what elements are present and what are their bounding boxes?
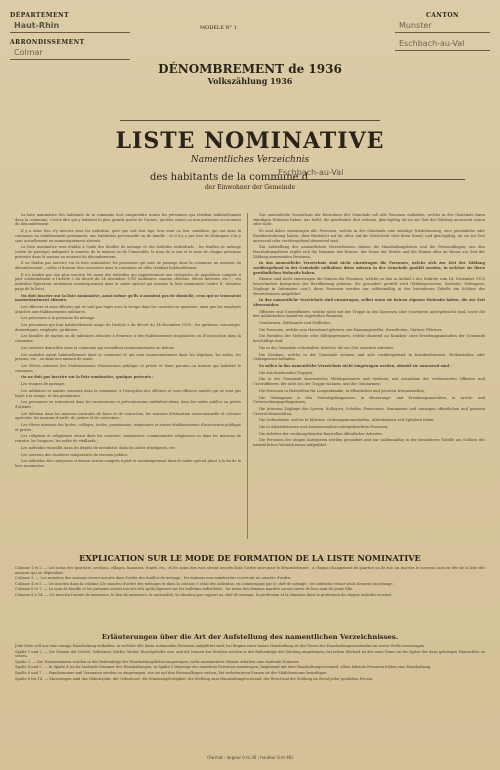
paragraph: Die in Arbeitshäusern und Armenanstalten untergebrachten Personen;	[259, 425, 389, 430]
paragraph: Die durchziehenden Truppen;	[259, 370, 314, 375]
paragraph: Die Kranken, welche in der Gemeinde wohnen und sich vorübergehend in Krankenhäusern, Heilanstalten oder Gefängnissen befinden.	[253, 352, 485, 362]
paragraph: Spalte 4 und 5. — In Spalte 4 ist die laufende Nummer der Haushaltungen, in Spalte 5 diejenige der einzelnen Personen einzutragen, beginnend mit dem Haushaltungsvorstand; allein lebende Personen bilden eine Haushaltung.	[15, 665, 432, 670]
format-note: (Format : largeur 0 m 30 ; hauteur 0 m 40)	[207, 755, 293, 760]
arrondissement-label: ARRONDISSEMENT	[10, 39, 85, 46]
paragraph: Die Gefangenen in den Zentralgefängnissen, in Besserungs- und Erziehungsanstalten, in Arrest- und Untersuchungsgefängnissen;	[253, 395, 485, 405]
paragraph: Spalte 3. — Die Hausnummern werden in der Reihenfolge der Haushaltungslisten eingetragen; nicht nummerierte Häuser erhalten eine laufende Nummer.	[15, 659, 300, 664]
paragraph: Die in der Gemeinde kasernierten Militärpersonen und Seeleute, mit Ausnahme der verheirateten Offiziere und Unteroffiziere, die nicht bei der Truppe wohnen, und der Gendarmen;	[253, 377, 485, 387]
paragraph: Les religieux et religieuses vivant dans les couvents, monastères, communautés religieuses ou dans les maisons de retraite, les hospices, les asiles de vieillards ;	[15, 434, 241, 444]
departement-label: DÉPARTEMENT	[10, 12, 70, 19]
paragraph: Gendarmen, Zollbeamte und Feldhüter;	[259, 321, 332, 326]
paragraph: Zur Aufstellung des namentlichen Verzeichnisses dienen die Haushaltungslisten und die Personalbogen; aus den Haushaltungslisten ergibt sich die Nummer des Hauses, der Name der Straße und die Namen aller im Hause zur Zeit der Zählung anwesenden Personen.	[253, 245, 485, 259]
paragraph: Es sind daher einzutragen alle Personen, welche in der Gemeinde eine ständige Niederlassung, eine persönliche oder Familienwohnung haben, ohne Rücksicht auf ihr Alter, auf ihr Geschlecht oder ihren Stand; und gleichgültig, ob sie zur Zeit anwesend oder vorübergehend abwesend sind.	[253, 229, 485, 243]
liste-nominative-heading: LISTE NOMINATIVE	[115, 128, 385, 154]
arrondissement-field[interactable]: Colmar	[10, 48, 130, 60]
paragraph: Die in der Gemeinde wohnhaften Arbeiter, die zur Zeit auswärts arbeiten;	[259, 345, 394, 350]
departement-field[interactable]: Haut-Rhin	[10, 21, 130, 33]
paragraph: Les ouvriers domiciliés dans la commune qui travaillent momentanément au dehors.	[21, 345, 176, 350]
paragraph: Die Personen, welche zum Hausstand gehören, wie Hausangestellte, Dienstboten, Gärtner, Pförtner;	[259, 327, 443, 332]
habitants-label: des habitants de la commune d	[150, 172, 309, 183]
paragraph: Die Ordensleute, welche in Klöstern, Ordensgemeinschaften, Altersheimen und Spitälern leben;	[259, 418, 435, 423]
erlauterungen-text	[15, 644, 485, 754]
paragraph: La liste nominative des habitants de la commune doit comprendre toutes les personnes qui résident habituellement dans la commune, c'est-à-dire qui y habitent la plus grande partie de l'année, qu'elles soient ou non présentes au moment du dénombrement.	[15, 213, 241, 227]
commune-top-field[interactable]: Eschbach-au-Val	[395, 39, 490, 51]
paragraph: Colonne 1 et 2. — Les noms des quartiers, sections, villages, hameaux, écarts, etc., et les noms des rues seront inscrits dans l'ordre suivi pour le dénombrement ; à chaque changement de quartier ou de rue, on inscrira le nouveau nom en tête de la liste des maisons qui en dépendent.	[15, 566, 485, 575]
paragraph: Les individus recueillis dans les dépôts de mendicité, dans les asiles d'indigents, etc.	[21, 445, 176, 450]
explication-text	[15, 566, 485, 630]
paragraph: Il ne faudra pas inscrire sur la liste nominative les personnes qui sont de passage dans la commune au moment du dénombrement ; celles-ci doivent être recensées dans la commune où elles résident habituellement.	[15, 261, 241, 271]
paragraph: Spalte 1 und 2. — Die Namen der Viertel, Sektionen, Dörfer, Weiler, Einzelgehöfte usw. und die Namen der Straßen werden in der Reihenfolge der Zählung eingetragen; bei jedem Wechsel ist der neue Name an die Spitze der dazu gehörigen Häuserliste zu setzen.	[15, 649, 485, 659]
paragraph: Les individus des catégories ci-dessus seront comptés à part et numériquement dans le cadre spécial placé à la fin de la liste nominative.	[15, 459, 241, 468]
paragraph: Les personnes en traitement dans les sanatoriums et préventoriums antituberculeux, dans les asiles publics ou privés d'aliénés ;	[15, 400, 241, 409]
paragraph: Les malades ayant habituellement dans la commune et qui sont momentanément dans les hôpitaux, les asiles, les prisons, etc., ou dans une maison de santé.	[15, 352, 241, 362]
commune-field[interactable]: Eschbach-au-Val	[270, 168, 465, 180]
explication-title: EXPLICATION SUR LE MODE DE FORMATION DE LA LISTE NOMINATIVE	[79, 553, 421, 563]
paragraph: Spalte 8 bis 14. — Einzutragen sind das Geburtsjahr, der Geburtsort, die Staatsangehörigkeit, die Stellung zum Haushaltungsvorstand, der Beruf und die Stellung im Beruf jeder gezählten Person.	[15, 676, 374, 681]
liste-nominative-german: Namentliches Verzeichnis	[190, 155, 310, 165]
paragraph: Il n'y faudra pas non plus inscrire les noms des individus qui appartiennent aux catégories de population comptée à part conformément à l'article 2 du décret du 14 décembre 1935 (militaires, marins, détenus, élèves internes, etc.) ; ces individus figureront seulement numériquement dans le cadre spécial qui termine la liste nominative (cadre II, dernière page de la liste).	[15, 272, 241, 291]
paragraph: Les ouvriers des chantiers temporaires de travaux publics.	[21, 452, 129, 457]
paragraph: Les élèves externes des établissements d'instruction publique et privée et leurs parents ou tuteurs qui habitent la commune.	[15, 363, 241, 373]
erlauterungen-title: Erläuterungen über die Art der Aufstellung des namentlichen Verzeichnisses.	[101, 633, 399, 641]
paragraph: Die Personen in Heilstätten für Lungenkranke, in öffentlichen und privaten Irrenanstalten;	[259, 388, 425, 393]
paragraph: Colonne 8 à 14. — On inscrira l'année de naissance, le lieu de naissance, la nationalité, la situation par rapport au chef de ménage, la profession et la situation dans la profession de chaque individu recensé.	[15, 592, 393, 597]
column-divider	[247, 213, 248, 539]
census-title-german: Volkszählung 1936	[207, 76, 293, 86]
paragraph: Die Arbeiter der vorübergehenden Baustellen öffentlicher Arbeiten.	[259, 431, 383, 436]
paragraph: Les personnes qui font habituellement usage de l'article 2 du décret du 14 décembre 1935 : les gardiens, concierges, domestiques, employés, jardiniers.	[15, 323, 241, 332]
paragraph: Offiziere und Unteroffiziere, welche nicht mit der Truppe in den Kasernen oder Quartieren untergebracht sind, sowie die den militärischen Anstalten zugeteilten Beamten;	[253, 309, 485, 319]
paragraph: La liste nominative sera établie à l'aide des feuilles de ménage et des bulletins individuels ; les feuilles de ménage (ordre de passage) indiquent le numéro de la maison ou de l'immeuble, le nom de la rue et le nom de chaque personne présente dans la maison au moment du dénombrement.	[15, 245, 241, 259]
paragraph: On ne doit pas inscrire sur la liste nominative, quoique présents :	[21, 375, 154, 380]
paragraph: Spalte 6 und 7. — Familienname und Vornamen werden so eingetragen, wie sie auf den Personalbogen stehen; bei verheirateten Frauen ist der Mädchenname beizufügen.	[15, 670, 328, 675]
paragraph: Die Personen der obigen Kategorien werden gesondert und nur zahlenmäßig in der besonderen Tabelle am Schluss des namentlichen Verzeichnisses aufgeführt.	[253, 438, 485, 448]
header-left	[10, 12, 130, 66]
paragraph: Les personnes à la personne du ménage.	[21, 316, 96, 321]
paragraph: Colonne 6 et 7. — Le nom de famille et les prénoms seront inscrits tels qu'ils figurent sur les bulletins individuels ; les noms des femmes mariées seront suivis de leur nom de jeune fille.	[15, 587, 354, 592]
canton-field[interactable]: Munster	[395, 21, 490, 33]
paragraph: Colonne 3. — Les numéros des maisons seront inscrits dans l'ordre des feuilles de ménage ; les maisons non numérotées recevront un numéro d'ordre.	[15, 576, 292, 581]
paragraph: Das namentliche Verzeichnis der Einwohner der Gemeinde soll alle Personen enthalten, welche in der Gemeinde ihren ständigen Wohnsitz haben, das heißt, die gewöhnlich dort wohnen, gleichgültig ob sie zur Zeit der Zählung anwesend waren oder nicht.	[253, 213, 485, 227]
paragraph: Les militaires et marins casernés dans la commune, à l'exception des officiers et sous-officiers mariés qui ne sont pas logés à la troupe, et des gendarmes ;	[15, 388, 241, 398]
paragraph: On doit inscrire sur la liste nominative, aussi même qu'ils n'auraient pas de domicile, ceux qui se trouvaient momentanément absents.	[15, 293, 241, 303]
instructions-german	[253, 213, 485, 539]
title-divider	[120, 120, 380, 121]
census-title: DÉNOMBREMENT de 1936	[158, 62, 342, 76]
paragraph: Les élèves internes des lycées, collèges, écoles, pensionnats, séminaires et autres établissements d'instruction publique et privée ;	[15, 423, 241, 432]
paragraph: Les familles de marins ou de militaires attachés à demeure à des établissements hospitaliers ou d'instruction dans la commune.	[15, 334, 241, 344]
canton-label: CANTON	[425, 12, 460, 19]
instructions-french	[15, 213, 241, 539]
paragraph: Les troupes de passage ;	[21, 382, 67, 387]
header-right	[395, 12, 490, 57]
modele-number: MODÈLE N° 1	[200, 25, 238, 31]
paragraph: In das namentliche Verzeichnis sind nicht einzutragen die Personen, welche sich zur Zeit der Zählung vorübergehend in der Gemeinde aufhalten; diese müssen in der Gemeinde gezählt werden, in welcher sie ihren gewöhnlichen Wohnsitz haben.	[253, 261, 485, 275]
einwohner-label: der Einwohner der Gemeinde	[204, 184, 296, 191]
paragraph: Il y a donc lieu d'y inscrire tous les individus, quel que soit leur âge, leur sexe ou leur condition, qui ont dans la commune un établissement permanent, une habitation personnelle ou de famille ; et il n'y a pas lieu de distinguer s'ils y sont actuellement ou momentanément absents.	[15, 229, 241, 243]
paragraph: Jede Seite soll nur eine einzige Haushaltung enthalten, in welcher alle darin wohnenden Personen aufgeführt sind; bei Beginn einer neuen Haushaltung ist der Name des Haushaltungsvorstandes an erster Stelle einzutragen.	[15, 644, 426, 648]
paragraph: Ebenso sind nicht einzutragen die Namen der Personen, welche zu den in Artikel 2 des Dekrets vom 14. Dezember 1935 bezeichneten Kategorien der Bevölkerung gehören, die gesondert gezählt wird (Militärpersonen, Seeleute, Gefangene, Zöglinge in Internaten usw.); diese Personen werden nur zahlenmäßig in der besonderen Tabelle am Schluss des Verzeichnisses aufgeführt.	[253, 277, 485, 296]
paragraph: In das namentliche Verzeichnis sind einzutragen, selbst wenn sie keinen eigenen Wohnsitz haben, die zur Zeit Abwesenden:	[253, 298, 485, 307]
paragraph: Die Familien der Seeleute oder Militärpersonen, welche dauernd an Kranken- oder Erziehungsanstalten der Gemeinde beschäftigt sind;	[253, 334, 485, 344]
paragraph: Colonne 4 et 5. — On inscrira dans la colonne 4 le numéro d'ordre des ménages et dans la colonne 5 celui des individus, en commençant par le chef de ménage ; les individus vivant seuls forment un ménage.	[15, 581, 394, 586]
paragraph: Die internen Zöglinge der Lyzeen, Kollegien, Schulen, Pensionate, Seminarien und sonstigen öffentlichen und privaten Unterrichtsanstalten;	[253, 406, 485, 416]
paragraph: Es sollen in das namentliche Verzeichnis nicht eingetragen werden, obwohl sie anwesend sind :	[259, 363, 452, 368]
paragraph: Les détenus dans les maisons centrales de force et de correction, les maisons d'éducation correctionnelle et colonies agricoles, les maisons d'arrêt, de justice et de correction ;	[15, 411, 241, 421]
paragraph: Les officiers et sous-officiers qui ne sont pas logés avec la troupe dans les casernes ou quartiers, ainsi que les employés attachés aux établissements militaires.	[15, 304, 241, 314]
